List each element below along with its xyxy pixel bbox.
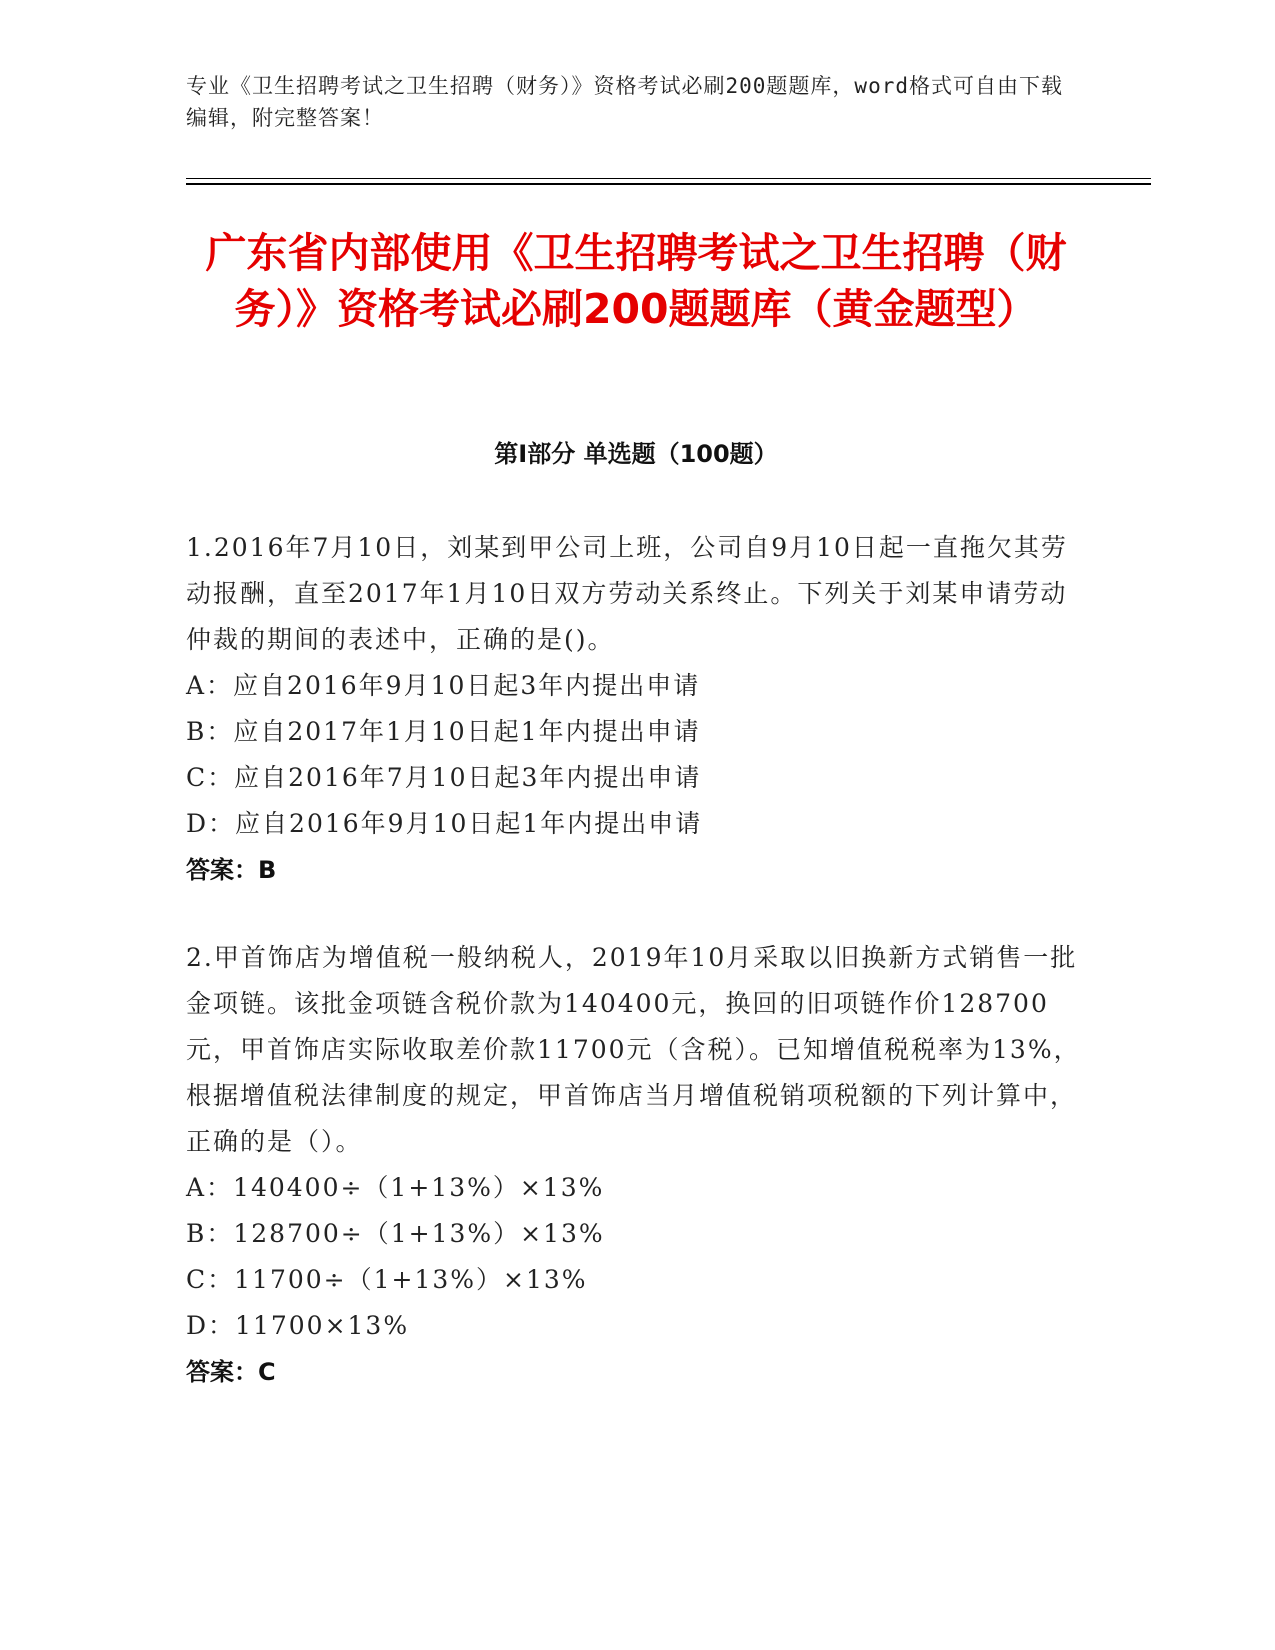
header-note: 专业《卫生招聘考试之卫生招聘（财务）》资格考试必刷200题题库，word格式可自由下载编辑，附完整答案！ <box>186 74 1063 130</box>
option-c: C：应自2016年7月10日起3年内提出申请 <box>186 763 702 792</box>
answer: 答案：C <box>186 1358 276 1386</box>
option-d: D：11700×13% <box>186 1311 410 1340</box>
option-b: B：128700÷（1+13%）×13% <box>186 1219 605 1248</box>
answer: 答案：B <box>186 856 277 884</box>
page-title: 广东省内部使用《卫生招聘考试之卫生招聘（财务）》资格考试必刷200题题库（黄金题型） <box>205 229 1067 333</box>
option-a: A：140400÷（1+13%）×13% <box>186 1173 605 1202</box>
option-b: B：应自2017年1月10日起1年内提出申请 <box>186 717 701 746</box>
header-divider-thick <box>186 183 1151 185</box>
option-c: C：11700÷（1+13%）×13% <box>186 1265 588 1294</box>
question-stem: 2.甲首饰店为增值税一般纳税人，2019年10月采取以旧换新方式销售一批金项链。该批金项链含税价款为140400元，换回的旧项链作价128700元，甲首饰店实际收取差价款11700元（含税）。已知增值税税率为13%，根据增值税法律制度的规定，甲首饰店当月增值税销项税额的下列计算中，正确的是（）。 <box>186 943 1081 1156</box>
option-d: D：应自2016年9月10日起1年内提出申请 <box>186 809 703 838</box>
question-2 <box>186 935 1086 1395</box>
question-stem: 1.2016年7月10日，刘某到甲公司上班，公司自9月10日起一直拖欠其劳动报酬，直至2017年1月10日双方劳动关系终止。下列关于刘某申请劳动仲裁的期间的表述中，正确的是()。 <box>186 533 1068 654</box>
section-heading: 第Ⅰ部分 单选题（100题） <box>494 440 778 468</box>
question-1 <box>186 525 1086 893</box>
option-a: A：应自2016年9月10日起3年内提出申请 <box>186 671 701 700</box>
header-divider-thin <box>186 178 1151 179</box>
